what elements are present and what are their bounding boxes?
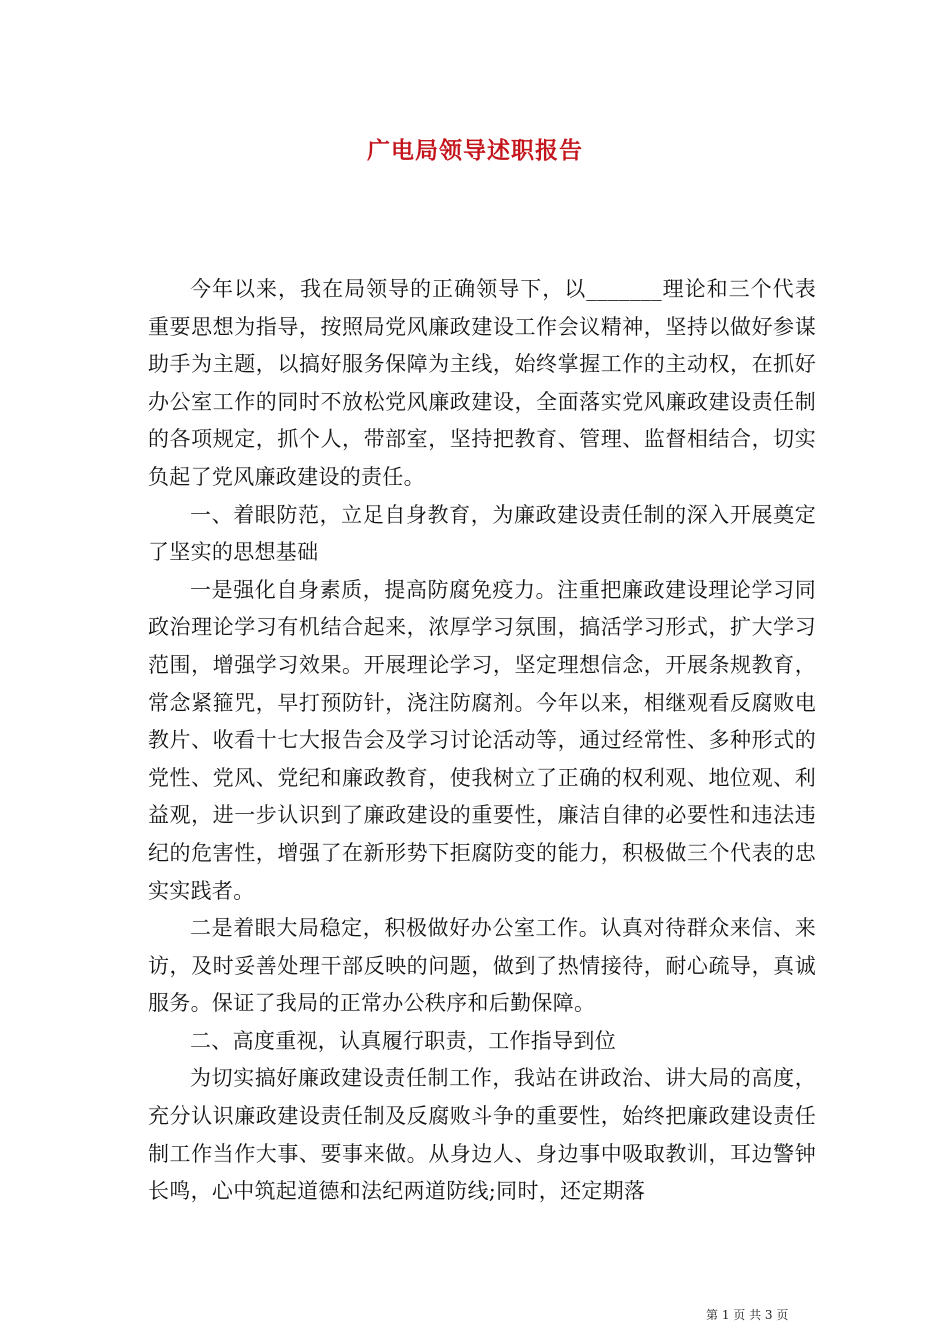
paragraph-intro: 今年以来，我在局领导的正确领导下，以_______理论和三个代表重要思想为指导，按照局党风廉政建设工作会议精神，坚持以做好参谋助手为主题，以搞好服务保障为主线，始终掌握工作的主动权，在抓好办公室工作的同时不放松党风廉政建设，全面落实党风廉政建设责任制的各项规定，抓个人，带部室，坚持把教育、管理、监督相结合，切实负起了党风廉政建设的责任。 xyxy=(148,277,816,489)
section-heading-1: 一、着眼防范，立足自身教育，为廉政建设责任制的深入开展奠定了坚实的思想基础 xyxy=(148,502,816,565)
paragraph-1: 一是强化自身素质，提高防腐免疫力。注重把廉政建设理论学习同政治理论学习有机结合起来，浓厚学习氛围，搞活学习形式，扩大学习范围，增强学习效果。开展理论学习，坚定理想信念，开展条规教育，常念紧箍咒，早打预防针，浇注防腐剂。今年以来，相继观看反腐败电教片、收看十七大报告会及学习讨论活动等，通过经常性、多种形式的党性、党风、党纪和廉政教育，使我树立了正确的权利观、地位观、利益观，进一步认识到了廉政建设的重要性，廉洁自律的必要性和违法违纪的危害性，增强了在新形势下拒腐防变的能力，积极做三个代表的忠实实践者。 xyxy=(148,577,816,903)
page-number-footer: 第 1 页 共 3 页 xyxy=(706,1308,789,1322)
paragraph-2: 二是着眼大局稳定，积极做好办公室工作。认真对待群众来信、来访，及时妥善处理干部反映的问题，做到了热情接待，耐心疏导，真诚服务。保证了我局的正常办公秩序和后勤保障。 xyxy=(148,916,816,1016)
document-body xyxy=(148,271,816,1211)
document-title: 广电局领导述职报告 xyxy=(367,137,583,164)
paragraph-3: 为切实搞好廉政建设责任制工作，我站在讲政治、讲大局的高度，充分认识廉政建设责任制及反腐败斗争的重要性，始终把廉政建设责任制工作当作大事、要事来做。从身边人、身边事中吸取教训，耳边警钟长鸣，心中筑起道德和法纪两道防线;同时，还定期落 xyxy=(148,1066,816,1204)
section-heading-2: 二、高度重视，认真履行职责，工作指导到位 xyxy=(190,1028,616,1053)
